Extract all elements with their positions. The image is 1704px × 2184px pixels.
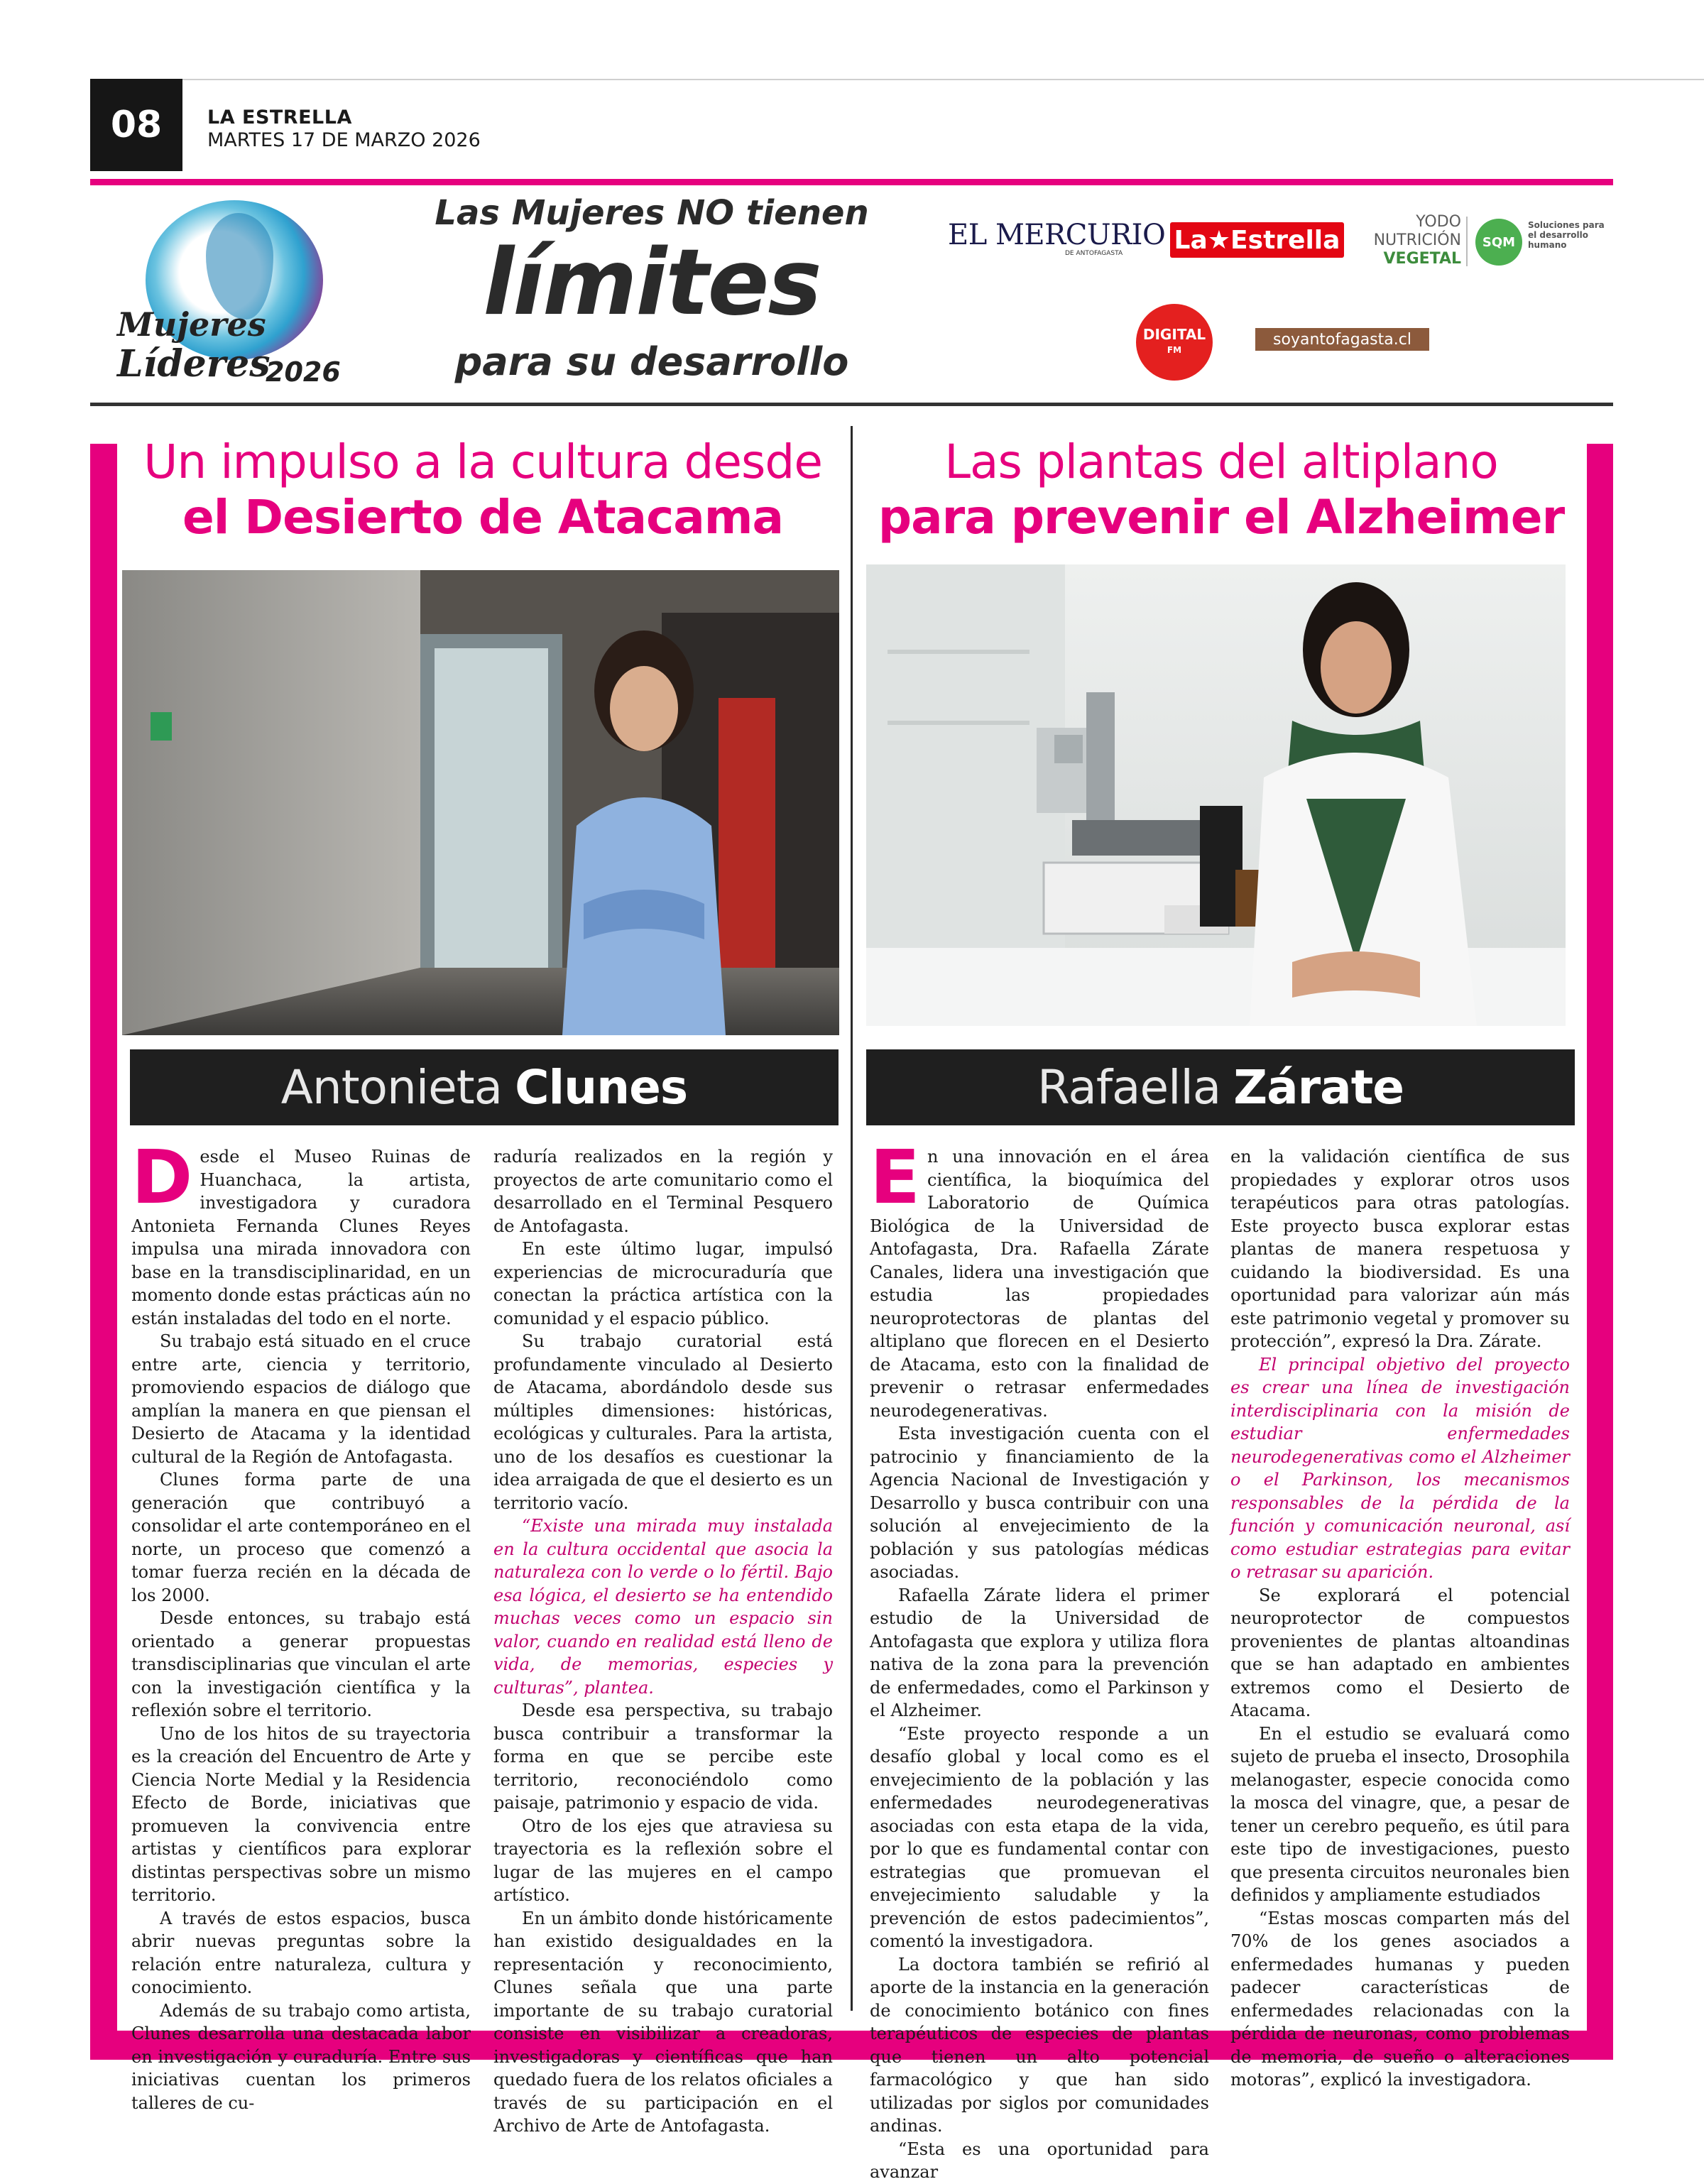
paragraph: En un ámbito donde históricamente han existido desigualdades en la representación y reconocimiento, Clunes señala que una parte importante de su trabajo curatorial consiste en visibilizar a creadoras, investigadoras y científicas que han quedado fuera de los relatos oficiales a través de su participación en el Archivo de Arte de Antofagasta.	[493, 1908, 833, 2136]
sponsor-yodo-line1: YODO	[1416, 213, 1461, 231]
sponsor-yodo	[1369, 213, 1461, 268]
paragraph: Uno de los hitos de su trayectoria es la creación del Encuentro de Arte y Ciencia Norte Medial y la Residencia Efecto de Borde, iniciativas que promueven la convivencia entre artistas y científicos para explorar distintas perspectivas sobre un mismo territorio.	[131, 1723, 471, 1905]
frame-left	[90, 444, 117, 2060]
logo-year: 2026	[266, 356, 341, 388]
publication-date: MARTES 17 DE MARZO 2026	[207, 129, 481, 151]
right-body-column-2	[1230, 1145, 1570, 2090]
sponsor-sqm: SQM	[1475, 219, 1522, 266]
sponsor-yodo-line2: NUTRICIÓN	[1373, 231, 1461, 249]
paragraph: A través de estos espacios, busca abrir nuevas preguntas sobre la relación entre naturaleza, cultura y conocimiento.	[131, 1908, 471, 1997]
right-name-last: Zárate	[1233, 1060, 1404, 1115]
left-name-last: Clunes	[515, 1060, 688, 1115]
right-headline-bold: para prevenir el Alzheimer	[878, 490, 1565, 545]
pull-quote: El principal objetivo del proyecto es crear una línea de investigación interdisciplinaria con la misión de estudiar enfermedades neurodegenerativas como el Alzheimer o el Parkinson, los mecanismos responsables de la pérdida de la función y comunicación neuronal, así como estudiar estrategias para evitar o retrasar su aparición.	[1230, 1354, 1570, 1582]
paragraph: Esta investigación cuenta con el patrocinio y financiamiento de la Agencia Nacional de Investigación y Desarrollo y busca contribuir con una solución al envejecimiento de la población y sus patologías médicas asociadas.	[870, 1424, 1209, 1582]
left-headline-light: Un impulso a la cultura desde	[143, 435, 822, 489]
paragraph: en la validación científica de sus propiedades y explorar otros usos terapéuticos para otras patologías. Este proyecto busca explorar estas plantas de manera respetuosa y cuidando la biodiversidad. Es una oportunidad para valorizar aún más este patrimonio vegetal y promover su protección”, expresó la Dra. Zárate.	[1230, 1147, 1570, 1351]
left-name-first: Antonieta	[280, 1060, 503, 1115]
left-body-column-2	[493, 1145, 833, 2136]
right-headline-light: Las plantas del altiplano	[944, 435, 1498, 489]
accent-rule	[90, 179, 1613, 185]
paragraph: n una innovación en el área científica, la bioquímica del Laboratorio de Química Biológica de la Universidad de Antofagasta, Dra. Rafaella Zárate Canales, lidera una investigación que estudia las propiedades neuroprotectoras de plantas del altiplano que florecen en el Desierto de Atacama, esto con la finalidad de prevenir o retrasar enfermedades neurodegenerativas.	[870, 1147, 1209, 1421]
sponsor-yodo-line3: VEGETAL	[1383, 250, 1461, 268]
sponsor-digital-line1: DIGITAL	[1142, 326, 1206, 343]
page-number: 08	[90, 79, 182, 171]
paragraph: esde el Museo Ruinas de Huanchaca, la artista, investigadora y curadora Antonieta Fernanda Clunes Reyes impulsa una mirada innovadora con base en la transdisciplinaridad, en un momento donde estas prácticas aún no están instaladas del todo en el norte.	[131, 1147, 471, 1328]
paragraph: Desde esa perspectiva, su trabajo busca contribuir a transformar la forma en que se percibe este territorio, reconociéndolo como paisaje, patrimonio y espacio de vida.	[493, 1700, 833, 1813]
sponsor-digital-fm	[1136, 304, 1213, 381]
paragraph: La doctora también se refirió al aporte de la instancia en la generación de conocimiento botánico con fines terapéuticos de especies de plantas que tienen un alto potencial farmacológico y que han sido utilizadas por siglos por comunidades andinas.	[870, 1954, 1209, 2136]
slogan-line-3: para su desarrollo	[454, 339, 849, 384]
top-rule	[92, 79, 1704, 80]
logo-word-lideres: Líderes	[117, 342, 271, 386]
right-name-first: Rafaella	[1037, 1060, 1221, 1115]
sponsor-sqm-tagline: Soluciones para el desarrollo humano	[1528, 220, 1605, 250]
paragraph: Su trabajo está situado en el cruce entre arte, ciencia y territorio, promoviendo espacios de diálogo que amplían la manera en que piensan el Desierto de Atacama y la identidad cultural de la Región de Antofagasta.	[131, 1331, 471, 1467]
sponsor-el-mercurio-sub: DE ANTOFAGASTA	[1065, 250, 1123, 257]
pull-quote: “Existe una mirada muy instalada en la cultura occidental que asocia la naturaleza con lo verde o lo fértil. Bajo esa lógica, el desierto se ha entendido muchas veces como un espacio sin valor, cuando en realidad está lleno de vida, de memorias, especies y culturas”, plantea.	[493, 1516, 833, 1698]
sponsor-la-estrella: La★Estrella	[1170, 222, 1344, 258]
banner-rule	[90, 403, 1613, 406]
paragraph: Rafaella Zárate lidera el primer estudio de la Universidad de Antofagasta que explora y utiliza flora nativa de la zona para la prevención de enfermedades, como el Parkinson y el Alzheimer.	[870, 1585, 1209, 1720]
left-body-column-1	[131, 1134, 471, 2113]
paragraph: Clunes forma parte de una generación que contribuyó a consolidar el arte contemporáneo en el norte, un proceso que comenzó a tomar fuerza recién en la década de los 2000.	[131, 1470, 471, 1605]
paragraph: raduría realizados en la región y proyectos de arte comunitario como el desarrollado en el Terminal Pesquero de Antofagasta.	[493, 1147, 833, 1236]
paragraph: “Estas moscas comparten más del 70% de los genes asociados a enfermedades humanas y pueden padecer características de enfermedades relacionadas con la pérdida de neuronas, como problemas de memoria, de sueño o alteraciones motoras”, explicó la investigadora.	[1230, 1908, 1570, 2090]
paragraph: En el estudio se evaluará como sujeto de prueba el insecto, Drosophila melanogaster, especie conocida como la mosca del vinagre, que, a pesar de tener un cerebro pequeño, es útil para este tipo de investigaciones, puesto que presenta circuitos neuronales bien definidos y ampliamente estudiados	[1230, 1723, 1570, 1905]
right-dropcap: E	[870, 1134, 921, 1221]
left-name-bar	[130, 1049, 839, 1125]
sponsor-soyantofagasta: soyantofagasta.cl	[1255, 328, 1429, 351]
sponsor-divider	[1466, 217, 1468, 266]
frame-right	[1587, 444, 1613, 2060]
paragraph: Se explorará el potencial neuroprotector de compuestos provenientes de plantas altoandinas que se han adaptado en ambientes extremos como el Desierto de Atacama.	[1230, 1585, 1570, 1720]
right-name-bar	[866, 1049, 1575, 1125]
paragraph: Otro de los ejes que atraviesa su trayectoria es la reflexión sobre el lugar de las mujeres en el campo artístico.	[493, 1816, 833, 1905]
paragraph: Desde entonces, su trabajo está orientado a generar propuestas transdisciplinarias que vinculan el arte con la investigación científica y la reflexión sobre el territorio.	[131, 1608, 471, 1720]
sponsor-el-mercurio: EL MERCURIO	[948, 219, 1166, 251]
sponsor-digital-line2: FM	[1167, 345, 1182, 355]
slogan-line-1: Las Mujeres NO tienen	[435, 193, 869, 233]
logo-word-mujeres: Mujeres	[117, 305, 266, 344]
column-divider	[851, 426, 853, 2011]
paragraph: En este último lugar, impulsó experiencias de microcuraduría que conectan la práctica artística con la comunidad y el espacio público.	[493, 1239, 833, 1328]
publication-name: LA ESTRELLA	[207, 107, 352, 129]
left-headline-bold: el Desierto de Atacama	[182, 490, 784, 545]
paragraph: Su trabajo curatorial está profundamente vinculado al Desierto de Atacama, abordándolo desde sus múltiples dimensiones: históricas, ecológicas y culturales. Para la artista, uno de los desafíos es cuestionar la idea arraigada de que el desierto es un territorio vacío.	[493, 1331, 833, 1513]
left-dropcap: D	[131, 1134, 193, 1221]
right-body-column-1	[870, 1134, 1209, 2182]
slogan-line-2: límites	[483, 230, 821, 336]
paragraph: “Esta es una oportunidad para avanzar	[870, 2139, 1209, 2182]
right-article-photo	[866, 564, 1566, 1026]
paragraph: Además de su trabajo como artista, Clunes desarrolla una destacada labor en investigación y curaduría. Entre sus iniciativas cuentan los primeros talleres de cu-	[131, 2000, 471, 2113]
left-article-photo	[122, 570, 839, 1035]
paragraph: “Este proyecto responde a un desafío global y local como es el envejecimiento de la población y las enfermedades neurodegenerativas asociadas con esta etapa de la vida, por lo que es fundamental contar con estrategias que promuevan el envejecimiento saludable y la prevención de estos padecimientos”, comentó la investigadora.	[870, 1723, 1209, 1951]
